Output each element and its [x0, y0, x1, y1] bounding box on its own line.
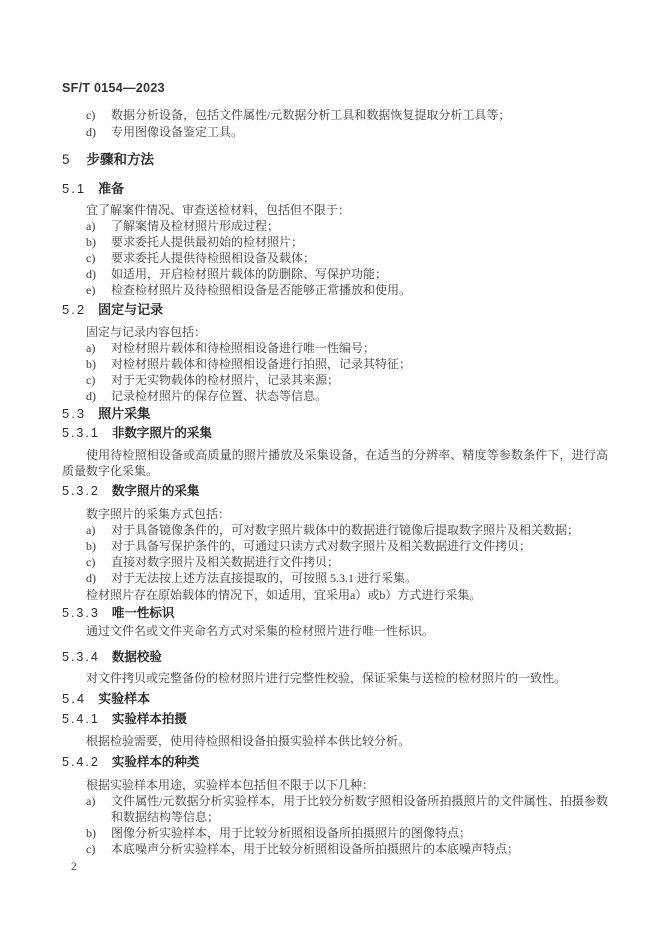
clause-number: 5.4: [62, 691, 87, 706]
list-item-text: 了解案情及检材照片形成过程；: [111, 219, 280, 233]
clause-title: 数字照片的采集: [111, 484, 200, 498]
list-item-label: b): [86, 357, 96, 371]
list-item: [62, 793, 608, 825]
list-item-label: c): [86, 108, 96, 122]
list-item-label: d): [86, 125, 96, 139]
list-item-text: 要求委托人提供待检照相设备及载体；: [111, 251, 316, 265]
clause-number: 5: [62, 152, 72, 167]
list-item-text: 如适用，开启检材照片载体的防删除、写保护功能；: [111, 267, 388, 281]
list-item-text: 专用图像设备鉴定工具。: [111, 125, 244, 139]
paragraph: 固定与记录内容包括：: [86, 325, 207, 339]
clause-5-1-list: [62, 218, 608, 298]
list-item: [62, 124, 608, 141]
list-item-text: 本底噪声分析实验样本，用于比较分析照相设备所拍摄照片的本底噪声特点；: [111, 842, 520, 856]
list-item-label: d): [86, 267, 96, 281]
paragraph: 根据实验样本用途，实验样本包括但不限于以下几种：: [86, 778, 375, 792]
clause-number: 5.4.1: [62, 712, 100, 726]
list-item: [62, 340, 608, 356]
clause-title: 实验样本的种类: [111, 755, 200, 769]
clause-number: 5.3.4: [62, 650, 100, 664]
clause-number: 5.3.3: [62, 606, 100, 620]
list-item-text: 数据分析设备，包括文件属性/元数据分析工具和数据恢复提取分析工具等；: [111, 108, 511, 122]
list-item-label: d): [86, 389, 96, 403]
list-item-label: c): [86, 251, 96, 265]
clause-title: 准备: [98, 181, 125, 196]
paragraph: 对文件拷贝或完整备份的检材照片进行完整性校验，保证采集与送检的检材照片的一致性。: [86, 671, 567, 685]
list-item: [62, 266, 608, 282]
page-number: 2: [71, 861, 77, 873]
list-item-label: b): [86, 235, 96, 249]
list-item: [62, 570, 608, 586]
list-item-text: 对检材照片载体和待检照相设备进行拍照，记录其特征；: [111, 357, 412, 371]
list-item: [62, 356, 608, 372]
clause-title: 非数字照片的采集: [111, 426, 212, 440]
paragraph: 使用待检照相设备或高质量的照片播放及采集设备，在适当的分辨率、精度等参数条件下，进行高质量数字化采集。: [62, 448, 608, 478]
paragraph: 检材照片存在原始载体的情况下，如适用，宜采用a）或b）方式进行采集。: [86, 588, 482, 602]
clause-number: 5.3: [62, 406, 87, 421]
clause-heading-5-2: [62, 301, 608, 318]
clause-heading-5-3-2: [62, 483, 608, 500]
list-item-text: 要求委托人提供最初始的检材照片；: [111, 235, 304, 249]
equipment-list: [62, 107, 608, 141]
list-item: [62, 234, 608, 250]
list-item-text: 记录检材照片的保存位置、状态等信息。: [111, 389, 328, 403]
doc-header: SF/T 0154—2023: [62, 81, 165, 95]
list-item: [62, 218, 608, 234]
clause-5-3-2-list: [62, 522, 608, 586]
paragraph: 根据检验需要，使用待检照相设备拍摄实验样本供比较分析。: [86, 734, 411, 748]
list-item-text: 对于无实物载体的检材照片，记录其来源；: [111, 373, 340, 387]
list-item-text: 对检材照片载体和待检照相设备进行唯一性编号；: [111, 341, 376, 355]
clause-5-4-2-list: [62, 793, 608, 857]
list-item: [62, 250, 608, 266]
clause-heading-5-3-1: [62, 425, 608, 442]
clause-title: 实验样本拍摄: [111, 712, 187, 726]
list-item: [62, 372, 608, 388]
clause-title: 固定与记录: [98, 302, 164, 317]
list-item-label: b): [86, 539, 96, 553]
clause-title: 步骤和方法: [86, 152, 155, 167]
list-item-label: a): [86, 219, 96, 233]
list-item: [62, 107, 608, 124]
clause-number: 5.3.2: [62, 484, 100, 498]
list-item-label: a): [86, 341, 96, 355]
list-item: [62, 841, 608, 857]
list-item: [62, 825, 608, 841]
list-item-label: c): [86, 842, 96, 856]
list-item: [62, 538, 608, 554]
clause-number: 5.3.1: [62, 426, 100, 440]
list-item-text: 图像分析实验样本，用于比较分析照相设备所拍摄照片的图像特点；: [111, 826, 472, 840]
clause-number: 5.2: [62, 302, 87, 317]
list-item-label: c): [86, 373, 96, 387]
list-item-label: d): [86, 571, 96, 585]
clause-heading-5-4-1: [62, 711, 608, 728]
clause-heading-5-4-2: [62, 754, 608, 771]
clause-number: 5.1: [62, 181, 87, 196]
paragraph: 通过文件名或文件夹命名方式对采集的检材照片进行唯一性标识。: [86, 624, 435, 638]
list-item: [62, 282, 608, 298]
clause-title: 照片采集: [98, 406, 151, 421]
list-item: [62, 522, 608, 538]
list-item-text: 对于具备镜像条件的，可对数字照片载体中的数据进行镜像后提取数字照片及相关数据；: [111, 523, 580, 537]
clause-heading-5-3-3: [62, 605, 608, 622]
clause-title: 唯一性标识: [111, 606, 175, 620]
clause-heading-5-1: [62, 180, 608, 197]
paragraph: 宜了解案件情况、审查送检材料，包括但不限于：: [86, 203, 351, 217]
clause-heading-5: [62, 151, 608, 168]
list-item-label: a): [86, 794, 96, 808]
clause-heading-5-3-4: [62, 649, 608, 666]
clause-5-2-list: [62, 340, 608, 404]
list-item: [62, 554, 608, 570]
list-item-text: 直接对数字照片及相关数据进行文件拷贝；: [111, 555, 340, 569]
paragraph: 数字照片的采集方式包括：: [86, 507, 231, 521]
list-item-label: e): [86, 283, 96, 297]
clause-heading-5-3: [62, 405, 608, 422]
list-item-label: a): [86, 523, 96, 537]
list-item-text: 检查检材照片及待检照相设备是否能够正常播放和使用。: [111, 283, 412, 297]
list-item-text: 文件属性/元数据分析实验样本，用于比较分析数字照相设备所拍摄照片的文件属性、拍摄参数和数据结构等信息；: [111, 794, 608, 824]
clause-title: 实验样本: [98, 691, 151, 706]
clause-heading-5-4: [62, 690, 608, 707]
clause-title: 数据校验: [111, 650, 162, 664]
list-item-text: 对于无法按上述方法直接提取的，可按照 5.3.1 进行采集。: [111, 571, 418, 585]
list-item-label: c): [86, 555, 96, 569]
list-item: [62, 388, 608, 404]
list-item-label: b): [86, 826, 96, 840]
list-item-text: 对于具备写保护条件的，可通过只读方式对数字照片及相关数据进行文件拷贝；: [111, 539, 532, 553]
clause-number: 5.4.2: [62, 755, 100, 769]
